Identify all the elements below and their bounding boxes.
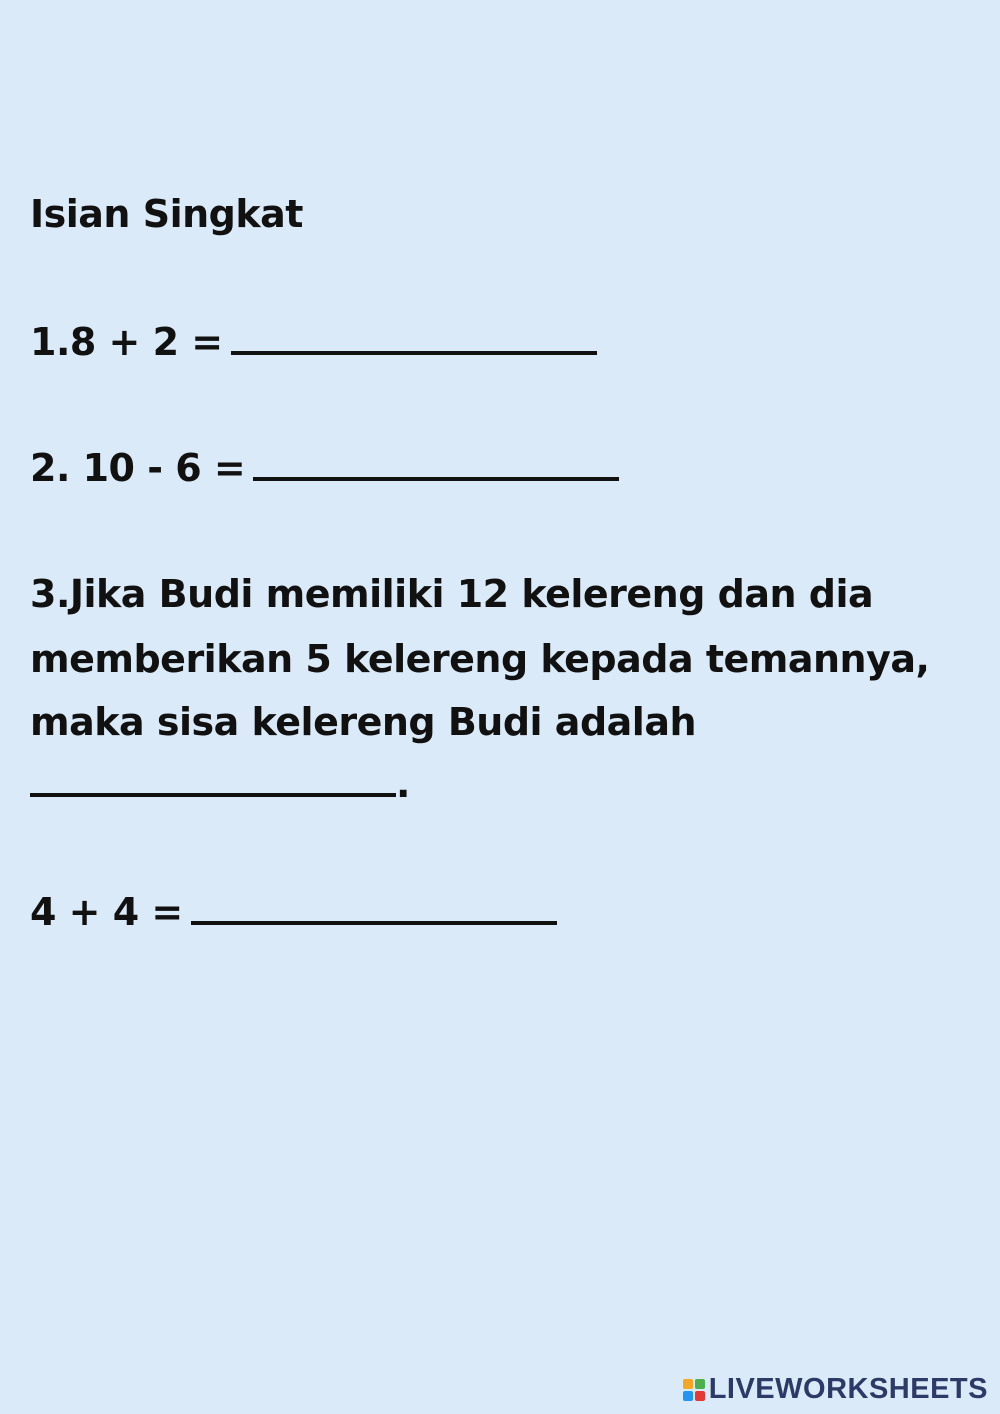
- question-3-line-2: memberikan 5 kelereng kepada temannya,: [30, 637, 930, 681]
- question-3-line-3: maka sisa kelereng Budi adalah: [30, 700, 697, 744]
- logo-square-1: [683, 1379, 693, 1389]
- question-2-text: 2. 10 - 6 =: [30, 446, 246, 490]
- answer-blank-3[interactable]: [30, 793, 396, 797]
- question-1-text: 1.8 + 2 =: [30, 320, 223, 364]
- question-3-line-1: 3.Jika Budi memiliki 12 kelereng dan dia: [30, 572, 874, 616]
- logo-square-2: [695, 1379, 705, 1389]
- worksheet-title: Isian Singkat: [30, 192, 303, 236]
- question-4-text: 4 + 4 =: [30, 890, 183, 934]
- logo-square-3: [683, 1391, 693, 1401]
- question-1: [30, 310, 597, 374]
- question-3-suffix: .: [396, 762, 410, 806]
- question-2: [30, 436, 619, 500]
- liveworksheets-logo-text: LIVEWORKSHEETS: [708, 1373, 988, 1405]
- answer-blank-2[interactable]: [253, 477, 619, 481]
- liveworksheets-brand: [683, 1373, 988, 1406]
- liveworksheets-logo-icon: [683, 1379, 705, 1401]
- logo-square-4: [695, 1391, 705, 1401]
- question-3-line-4: [30, 752, 410, 816]
- answer-blank-4[interactable]: [191, 921, 557, 925]
- question-4: [30, 880, 557, 944]
- answer-blank-1[interactable]: [231, 351, 597, 355]
